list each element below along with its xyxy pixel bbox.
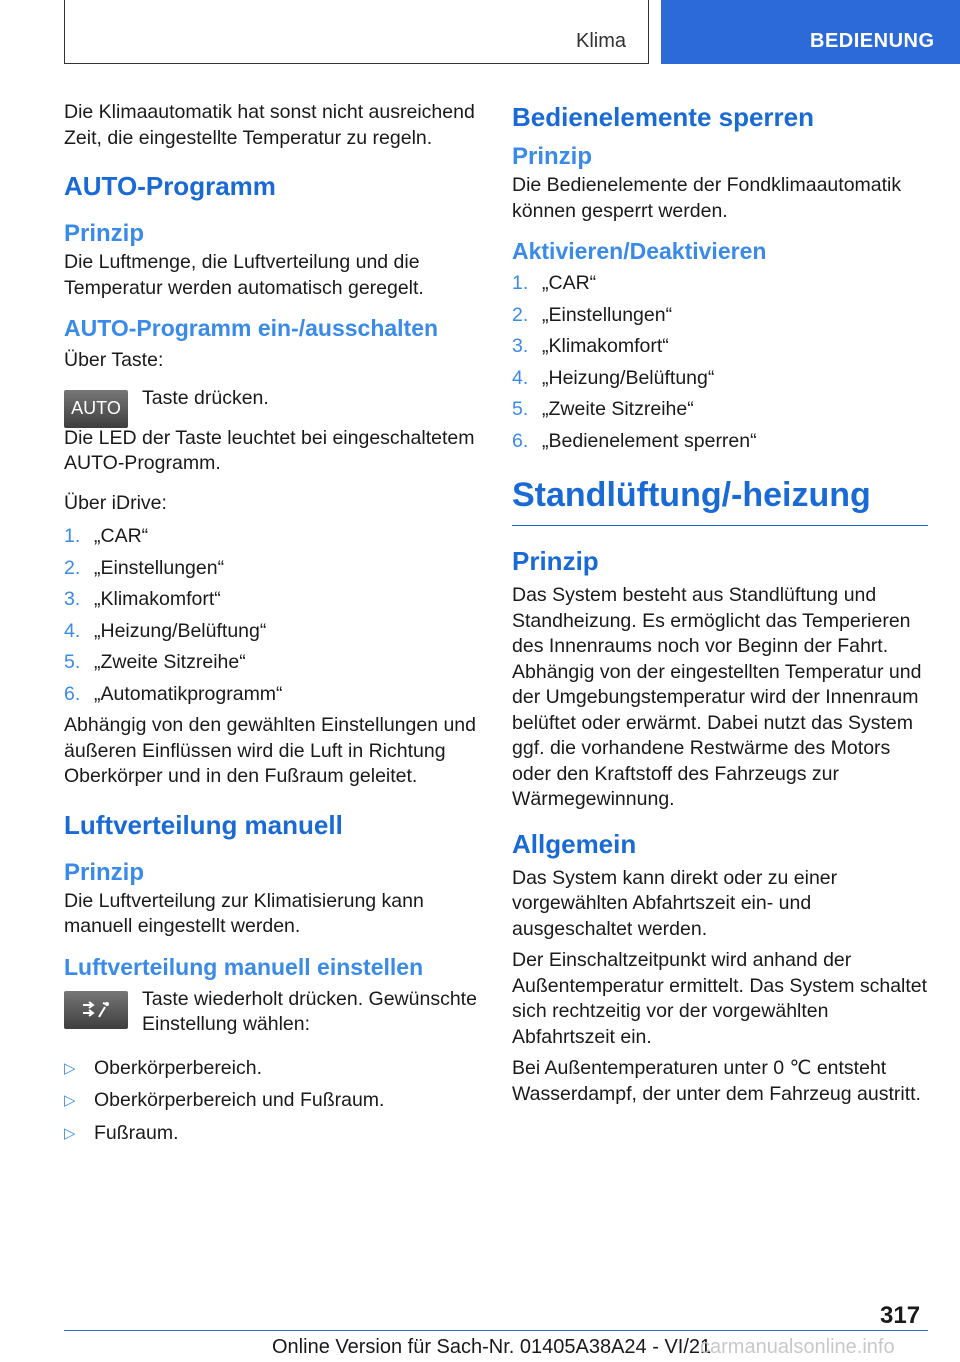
option-text: Oberkörperbereich. [94,1056,262,1079]
list-item [512,334,928,360]
stand-prinzip-heading: Prinzip [512,546,599,576]
step-text: „Heizung/Belüftung“ [542,366,715,389]
step-text: „Automatikprogramm“ [94,682,283,705]
step-text: „Zweite Sitzreihe“ [94,651,246,673]
step-number: 1. [512,272,529,294]
airflow-arrow-icon [79,999,113,1021]
auto-program-heading: AUTO-Programm [64,171,276,201]
step-number: 2. [512,303,529,326]
list-item [512,271,928,297]
list-item [512,397,928,423]
list-item [64,587,479,613]
lock-steps-list [512,271,928,454]
auto-prinzip-text: Die Luftmenge, die Luftverteilung und die Temperatur werden automatisch geregelt. [64,251,424,299]
list-item [64,682,479,708]
lock-heading: Bedienelemente sperren [512,102,815,132]
option-text: Oberkörperbereich und Fußraum. [94,1089,385,1111]
header-box [64,0,649,64]
ueber-idrive-label: Über iDrive: [64,491,167,514]
header-section-title: Klima [575,30,626,52]
step-text: „CAR“ [94,525,149,547]
footer-version-text: Online Version für Sach-Nr. 01405A38A24 - VI/21 [272,1336,712,1358]
list-item [64,619,479,645]
step-text: „Bedienelement sperren“ [542,429,757,452]
list-item [512,429,928,455]
ueber-taste-label: Über Taste: [64,349,164,371]
auto-button-instructions [142,386,269,428]
manual-prinzip-text: Die Luftverteilung zur Klimatisierung kann manuell eingestellt werden. [64,889,424,937]
watermark: carmanualsonline.info [700,1336,895,1358]
idrive-steps-list [64,524,479,707]
step-text: „Einstellungen“ [542,303,673,326]
option-text: Fußraum. [94,1121,179,1144]
list-item [64,556,479,582]
manual-prinzip-heading: Prinzip [64,858,145,886]
triangle-bullet-icon: ▷ [64,1092,76,1109]
auto-button-icon [64,390,128,428]
list-item [512,366,928,392]
manual-distribution-heading: Luftverteilung manuell [64,809,343,840]
step-number: 3. [64,588,81,610]
step-number: 1. [64,525,81,547]
step-text: „Klimakomfort“ [94,588,221,610]
airflow-button-instructions [142,987,479,1042]
triangle-bullet-icon: ▷ [64,1059,76,1077]
step-text: „Heizung/Belüftung“ [94,619,267,642]
allgemein-paragraph-1: Das System kann direkt oder zu einer vorgewählten Abfahrtszeit ein- und ausgeschaltet werden. [512,866,838,940]
taste-druecken-text: Taste drücken. [142,386,269,409]
standheizung-chapter-heading: Standlüftung/-heizung [512,476,928,526]
stand-prinzip-text: Das System besteht aus Standlüftung und Standheizung. Es ermöglicht das Temperieren des Innenraums noch vor Beginn der Fahrt. Abhängig von der eingestellten Temperatur und der Umgebungstemperatur wird der Innenraum belüftet oder erwärmt. Dabei nutzt das System ggf. die vorhandene Restwärme des Motors oder den Kraftstoff des Fahrzeugs zur Wärmegewinnung. [512,584,922,810]
allgemein-heading: Allgemein [512,828,637,859]
list-item [64,1088,479,1114]
left-column [64,100,479,1153]
allgemein-paragraph-3: Bei Außentemperaturen unter 0 ℃ entsteht Wasserdampf, der unter dem Fahrzeug austritt. [512,1057,921,1105]
manual-set-heading: Luftverteilung manuell einstellen [64,953,424,980]
auto-button-row [64,386,479,428]
list-item [64,1121,479,1147]
step-number: 6. [512,429,529,452]
step-text: „CAR“ [542,272,597,294]
step-number: 4. [64,619,81,642]
header-chapter-label: BEDIENUNG [810,30,935,52]
after-steps-text: Abhängig von den gewählten Einstellungen und äußeren Einflüssen wird die Luft in Richtung Oberkörper und in den Fußraum geleitet. [64,714,476,787]
intro-paragraph: Die Klimaautomatik hat sonst nicht ausreichend Zeit, die eingestellte Temperatur zu regeln. [64,101,475,149]
step-number: 2. [64,556,81,579]
list-item [512,303,928,329]
auto-button-icon-label: AUTO [71,398,121,418]
page-number: 317 [880,1302,921,1329]
step-number: 5. [512,398,529,420]
auto-prinzip-heading: Prinzip [64,220,145,247]
list-item [64,524,479,550]
airflow-options-list [64,1056,479,1147]
airflow-button-icon [64,991,128,1029]
step-number: 5. [64,651,81,673]
step-number: 4. [512,366,529,389]
list-item [64,650,479,676]
right-column [512,100,928,1113]
auto-switch-heading: AUTO-Programm ein-/ausschalten [64,315,439,341]
allgemein-paragraph-2: Der Einschaltzeitpunkt wird anhand der Außentemperatur ermittelt. Das System schaltet sich rechtzeitig vor der vorgewählten Abfahrtszeit ein. [512,949,928,1048]
activate-heading: Aktivieren/Deaktivieren [512,238,767,264]
footer-divider [64,1330,928,1331]
lock-prinzip-text: Die Bedienelemente der Fondklimaautomatik können gesperrt werden. [512,174,902,222]
step-number: 6. [64,682,81,705]
step-text: „Einstellungen“ [94,556,225,579]
header-chapter-tab [661,0,960,64]
manual-set-text: Taste wiederholt drücken. Gewünschte Einstellung wählen: [142,987,477,1035]
airflow-button-row [64,987,479,1042]
lock-prinzip-heading: Prinzip [512,143,593,170]
list-item [64,1056,479,1082]
triangle-bullet-icon: ▷ [64,1124,76,1142]
step-text: „Zweite Sitzreihe“ [542,398,694,420]
step-number: 3. [512,335,529,357]
step-text: „Klimakomfort“ [542,335,669,357]
led-text: Die LED der Taste leuchtet bei eingeschaltetem AUTO-Programm. [64,426,475,474]
